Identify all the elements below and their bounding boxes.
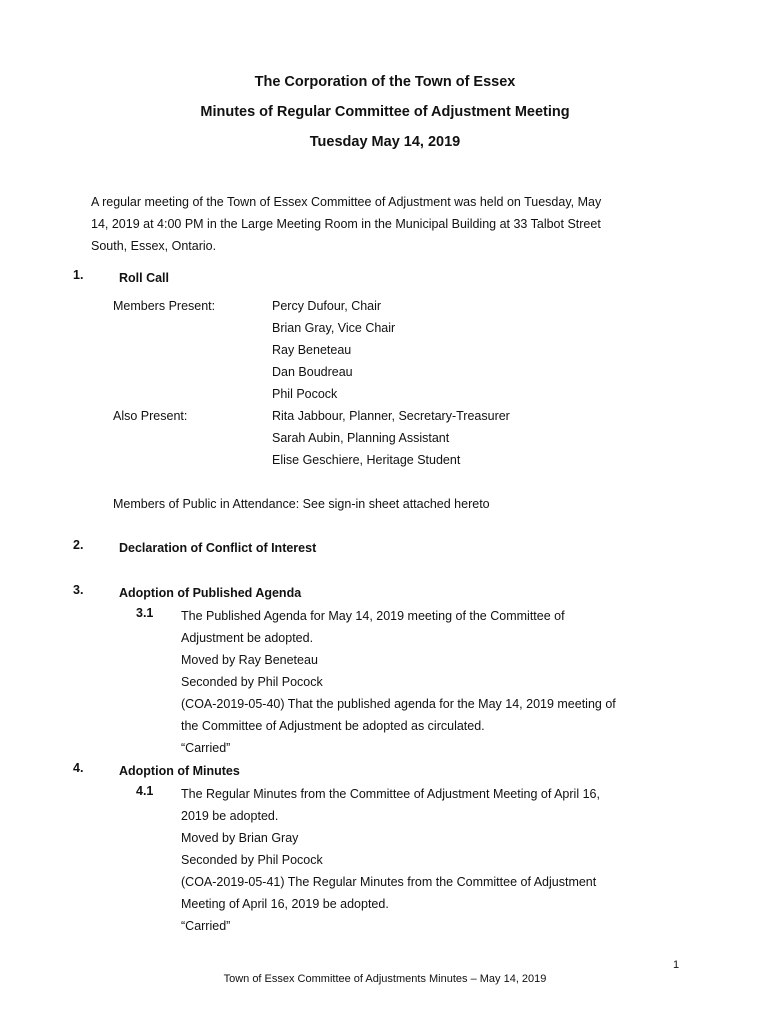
item-3-1-line: Seconded by Phil Pocock: [181, 675, 323, 689]
meeting-title: Minutes of Regular Committee of Adjustment Meeting: [200, 104, 570, 120]
member-name: Percy Dufour, Chair: [272, 299, 382, 313]
staff-name: Rita Jabbour, Planner, Secretary-Treasurer: [272, 409, 510, 423]
item-3-1-line: Moved by Ray Beneteau: [181, 653, 318, 667]
also-present-label: Also Present:: [113, 409, 188, 423]
members-present-label: Members Present:: [113, 299, 216, 313]
page-number: 1: [673, 959, 680, 971]
item-3-1-line: The Published Agenda for May 14, 2019 meeting of the Committee of: [181, 609, 565, 623]
item-3-1-line: (COA-2019-05-40) That the published agenda for the May 14, 2019 meeting of: [181, 697, 616, 711]
section-2-heading: Declaration of Conflict of Interest: [119, 541, 317, 555]
item-3-1-line: Adjustment be adopted.: [181, 631, 314, 645]
meeting-date: Tuesday May 14, 2019: [309, 134, 461, 150]
public-attendance: Members of Public in Attendance: See sign-in sheet attached hereto: [113, 497, 490, 511]
section-3-number: 3.: [73, 583, 84, 597]
item-4-1-line: Seconded by Phil Pocock: [181, 853, 323, 867]
item-3-1-number: 3.1: [136, 606, 154, 620]
section-1-heading: Roll Call: [119, 271, 170, 285]
intro-line: South, Essex, Ontario.: [91, 239, 217, 253]
staff-name: Elise Geschiere, Heritage Student: [272, 453, 461, 467]
item-3-1-line: “Carried”: [181, 741, 231, 755]
section-1-number: 1.: [73, 268, 84, 282]
member-name: Brian Gray, Vice Chair: [272, 321, 396, 335]
item-4-1-number: 4.1: [136, 784, 154, 798]
item-4-1-line: Moved by Brian Gray: [181, 831, 299, 845]
item-3-1-line: the Committee of Adjustment be adopted as circulated.: [181, 719, 485, 733]
section-4-heading: Adoption of Minutes: [119, 764, 240, 778]
page-footer: Town of Essex Committee of Adjustments Minutes – May 14, 2019: [223, 973, 547, 985]
item-4-1-line: 2019 be adopted.: [181, 809, 279, 823]
section-2-number: 2.: [73, 538, 84, 552]
member-name: Ray Beneteau: [272, 343, 352, 357]
item-4-1-line: “Carried”: [181, 919, 231, 933]
section-4-number: 4.: [73, 761, 84, 775]
section-3-heading: Adoption of Published Agenda: [119, 586, 302, 600]
intro-line: A regular meeting of the Town of Essex Committee of Adjustment was held on Tuesday, May: [91, 195, 602, 209]
item-4-1-line: The Regular Minutes from the Committee of Adjustment Meeting of April 16,: [181, 787, 600, 801]
member-name: Dan Boudreau: [272, 365, 353, 379]
item-4-1-line: Meeting of April 16, 2019 be adopted.: [181, 897, 389, 911]
item-4-1-line: (COA-2019-05-41) The Regular Minutes from the Committee of Adjustment: [181, 875, 597, 889]
document-title: The Corporation of the Town of Essex: [254, 74, 516, 90]
staff-name: Sarah Aubin, Planning Assistant: [272, 431, 450, 445]
intro-line: 14, 2019 at 4:00 PM in the Large Meeting Room in the Municipal Building at 33 Talbot Street: [91, 217, 601, 231]
member-name: Phil Pocock: [272, 387, 338, 401]
